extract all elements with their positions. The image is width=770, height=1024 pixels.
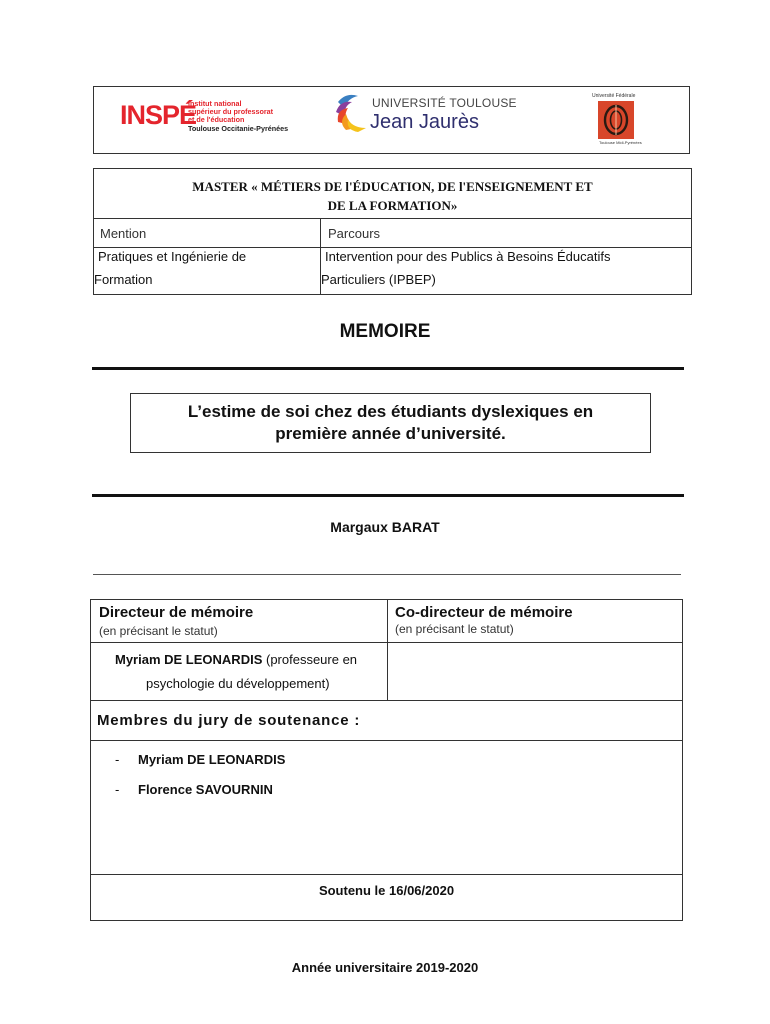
title-rule-top: [92, 367, 684, 370]
author-rule: [93, 574, 681, 575]
inspe-line-2: supérieur du professorat: [188, 107, 274, 117]
inspe-logo-mark: INSPÉ: [120, 100, 197, 130]
director-entry: [115, 652, 357, 668]
jury-label: Membres du jury de soutenance :: [97, 712, 361, 729]
parcours-value-line-2: Particuliers (IPBEP): [321, 272, 436, 287]
inspe-line-4: Toulouse Occitanie-Pyrénées: [188, 123, 289, 133]
ut2j-logo-top: UNIVERSITÉ TOULOUSE: [372, 96, 517, 110]
ut2j-logo-name: Jean Jaurès: [370, 111, 479, 133]
master-title-line-2: DE LA FORMATION»: [327, 198, 458, 213]
federale-logo-bottom: Toulouse Midi-Pyrénées: [599, 140, 642, 145]
jury-column-divider: [387, 600, 388, 700]
ut2j-emblem-icon: [332, 90, 372, 136]
parcours-label: Parcours: [328, 226, 381, 241]
jury-divider: [91, 700, 682, 701]
author-name: Margaux BARAT: [330, 519, 440, 535]
jury-divider: [91, 740, 682, 741]
jury-table: [90, 599, 683, 921]
jury-member: Myriam DE LEONARDIS: [138, 752, 286, 767]
title-rule-bottom: [92, 494, 684, 497]
federale-logo-top: Université Fédérale: [592, 93, 636, 99]
table-divider: [94, 247, 691, 248]
jury-bullet: -: [115, 752, 120, 767]
federale-emblem-icon: [598, 101, 634, 139]
parcours-value-line-1: Intervention pour des Publics à Besoins Éducatifs: [325, 249, 611, 264]
thesis-title-box: [130, 393, 651, 453]
director-status-line-2: psychologie du développement): [146, 676, 330, 691]
director-label: Directeur de mémoire: [99, 604, 254, 621]
jury-member: Florence SAVOURNIN: [138, 782, 273, 797]
inspe-line-1: Institut national: [188, 99, 242, 108]
master-table: [93, 168, 692, 295]
inspe-logo-text: [188, 100, 288, 133]
universite-federale-logo: [590, 92, 646, 150]
mention-label: Mention: [100, 226, 147, 241]
codirector-hint: (en précisant le statut): [395, 622, 514, 636]
ut2j-logo: [330, 90, 515, 138]
director-status-line-1: (professeure en: [262, 652, 358, 667]
defense-date: Soutenu le 16/06/2020: [318, 883, 455, 898]
jury-bullet: -: [115, 782, 120, 797]
master-title: [94, 177, 691, 215]
director-hint: (en précisant le statut): [99, 624, 218, 638]
inspe-logo: [120, 97, 289, 137]
thesis-title-line-1: L’estime de soi chez des étudiants dyslexiques en: [187, 402, 594, 421]
academic-year: Année universitaire 2019-2020: [291, 960, 479, 975]
table-divider: [94, 218, 691, 219]
thesis-title-line-2: première année d’université.: [275, 424, 506, 443]
director-name: Myriam DE LEONARDIS: [115, 652, 263, 667]
inspe-line-3: et de l'éducation: [188, 115, 245, 125]
jury-divider: [91, 642, 682, 643]
mention-value-line-2: Formation: [94, 272, 153, 287]
codirector-label: Co-directeur de mémoire: [395, 604, 573, 621]
mention-value-line-1: Pratiques et Ingénierie de: [98, 249, 247, 264]
master-title-line-1: MASTER « MÉTIERS DE l'ÉDUCATION, DE l'ENSEIGNEMENT ET: [192, 179, 593, 194]
jury-divider: [91, 874, 682, 875]
document-type: MEMOIRE: [339, 321, 431, 342]
